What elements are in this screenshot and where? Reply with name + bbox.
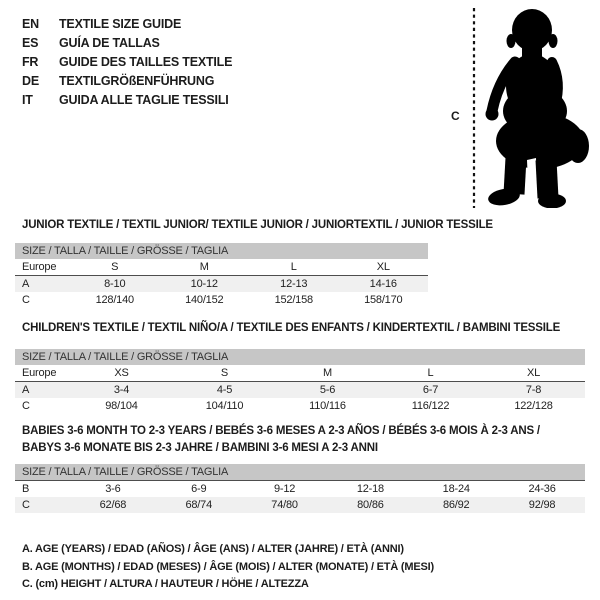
row-cell: 74/80 bbox=[271, 499, 298, 511]
row-cell: 122/128 bbox=[514, 400, 553, 412]
row-cell: 92/98 bbox=[528, 499, 556, 511]
row-cell: 3-4 bbox=[113, 384, 130, 396]
height-dashed-line bbox=[472, 8, 476, 208]
row-cell: L bbox=[290, 261, 297, 273]
size-table bbox=[15, 243, 428, 308]
row-cell: 12-18 bbox=[356, 483, 384, 495]
footnote-line: A. AGE (YEARS) / EDAD (AÑOS) / ÂGE (ANS) / ALTER (JAHRE) / ETÀ (ANNI) bbox=[22, 543, 404, 555]
row-label: Europe bbox=[22, 367, 57, 379]
row-cell: 158/170 bbox=[364, 294, 403, 306]
row-label: Europe bbox=[22, 261, 57, 273]
babies-textile-section bbox=[15, 423, 585, 513]
table-row bbox=[15, 382, 585, 398]
language-title: TEXTILE SIZE GUIDE bbox=[59, 17, 182, 31]
language-row bbox=[22, 34, 232, 53]
table-title-line: BABIES 3-6 MONTH TO 2-3 YEARS / BEBÉS 3-6 MESES A 2-3 AÑOS / BÉBÉS 3-6 MOIS À 2-3 ANS / bbox=[22, 425, 540, 437]
language-code: DE bbox=[22, 74, 39, 88]
language-row bbox=[22, 91, 232, 110]
language-code: FR bbox=[22, 55, 39, 69]
table-title-line: CHILDREN'S TEXTILE / TEXTIL NIÑO/A / TEXTILE DES ENFANTS / KINDERTEXTIL / BAMBINI TESSILE bbox=[22, 322, 561, 334]
row-cell: 6-9 bbox=[191, 483, 207, 495]
table-title-line: JUNIOR TEXTILE / TEXTIL JUNIOR/ TEXTILE JUNIOR / JUNIORTEXTIL / JUNIOR TESSILE bbox=[22, 219, 493, 231]
row-label: C bbox=[22, 499, 30, 511]
table-row bbox=[15, 292, 428, 308]
language-row bbox=[22, 72, 232, 91]
row-label: A bbox=[22, 384, 30, 396]
size-header-bar: SIZE / TALLA / TAILLE / GRÖSSE / TAGLIA bbox=[15, 464, 585, 481]
table-row bbox=[15, 398, 585, 414]
row-label: A bbox=[22, 278, 30, 290]
row-cell: 68/74 bbox=[185, 499, 212, 511]
row-cell: S bbox=[220, 367, 229, 379]
childrens-textile-section bbox=[15, 320, 585, 414]
language-title: GUIDE DES TAILLES TEXTILE bbox=[59, 55, 233, 69]
row-cell: 110/116 bbox=[309, 400, 346, 412]
row-label: B bbox=[22, 483, 30, 495]
row-cell: 80/86 bbox=[357, 499, 384, 511]
language-title: TEXTILGRÖßENFÜHRUNG bbox=[59, 74, 215, 88]
table-row bbox=[15, 259, 428, 276]
table-title bbox=[22, 423, 585, 457]
row-cell: 14-16 bbox=[369, 278, 397, 290]
row-cell: XL bbox=[376, 261, 390, 273]
language-code: EN bbox=[22, 17, 39, 31]
row-cell: 140/152 bbox=[185, 294, 224, 306]
language-title: GUÍA DE TALLAS bbox=[59, 36, 160, 50]
row-cell: M bbox=[199, 261, 209, 273]
table-row bbox=[15, 481, 585, 497]
row-cell: 12-13 bbox=[280, 278, 308, 290]
row-cell: XS bbox=[114, 367, 129, 379]
row-cell: 24-36 bbox=[528, 483, 556, 495]
row-cell: 9-12 bbox=[273, 483, 296, 495]
row-cell: XL bbox=[526, 367, 541, 379]
row-cell: 128/140 bbox=[95, 294, 134, 306]
size-header-bar: SIZE / TALLA / TAILLE / GRÖSSE / TAGLIA bbox=[15, 243, 428, 259]
row-cell: 104/110 bbox=[205, 400, 244, 412]
table-title-line: BABYS 3-6 MONATE BIS 2-3 JAHRE / BAMBINI 3-6 MESI A 2-3 ANNI bbox=[22, 442, 378, 454]
row-cell: 18-24 bbox=[442, 483, 470, 495]
language-row bbox=[22, 53, 232, 72]
language-row bbox=[22, 15, 232, 34]
footnote-line: C. (cm) HEIGHT / ALTURA / HAUTEUR / HÖHE / ALTEZZA bbox=[22, 578, 309, 590]
size-table bbox=[15, 464, 585, 513]
table-row bbox=[15, 276, 428, 292]
table-title bbox=[22, 217, 493, 234]
row-cell: 4-5 bbox=[216, 384, 233, 396]
footnotes bbox=[22, 541, 434, 594]
table-row bbox=[15, 365, 585, 382]
row-cell: 6-7 bbox=[422, 384, 439, 396]
row-cell: 86/92 bbox=[442, 499, 470, 511]
language-code: ES bbox=[22, 36, 39, 50]
row-cell: 5-6 bbox=[319, 384, 336, 396]
row-cell: S bbox=[111, 261, 119, 273]
row-cell: 3-6 bbox=[105, 483, 121, 495]
row-label: C bbox=[22, 400, 30, 412]
row-cell: M bbox=[323, 367, 332, 379]
row-cell: 8-10 bbox=[104, 278, 126, 290]
size-header-bar: SIZE / TALLA / TAILLE / GRÖSSE / TAGLIA bbox=[15, 349, 585, 365]
row-cell: 98/104 bbox=[105, 400, 138, 412]
junior-textile-section bbox=[15, 217, 493, 308]
language-title: GUIDA ALLE TAGLIE TESSILI bbox=[59, 93, 229, 107]
row-cell: 10-12 bbox=[190, 278, 218, 290]
footnote-line: B. AGE (MONTHS) / EDAD (MESES) / ÂGE (MOIS) / ALTER (MONATE) / ETÀ (MESI) bbox=[22, 560, 434, 573]
language-list bbox=[22, 15, 232, 110]
height-measure-label: C bbox=[451, 109, 460, 123]
baby-silhouette-icon bbox=[485, 8, 595, 208]
row-cell: 152/158 bbox=[274, 294, 313, 306]
table-row bbox=[15, 497, 585, 513]
row-cell: 7-8 bbox=[525, 384, 542, 396]
size-table bbox=[15, 349, 585, 414]
row-cell: 62/68 bbox=[99, 499, 127, 511]
row-cell: 116/122 bbox=[411, 400, 450, 412]
row-cell: L bbox=[427, 367, 434, 379]
row-label: C bbox=[22, 294, 30, 306]
language-code: IT bbox=[22, 93, 33, 107]
table-title bbox=[22, 320, 585, 337]
